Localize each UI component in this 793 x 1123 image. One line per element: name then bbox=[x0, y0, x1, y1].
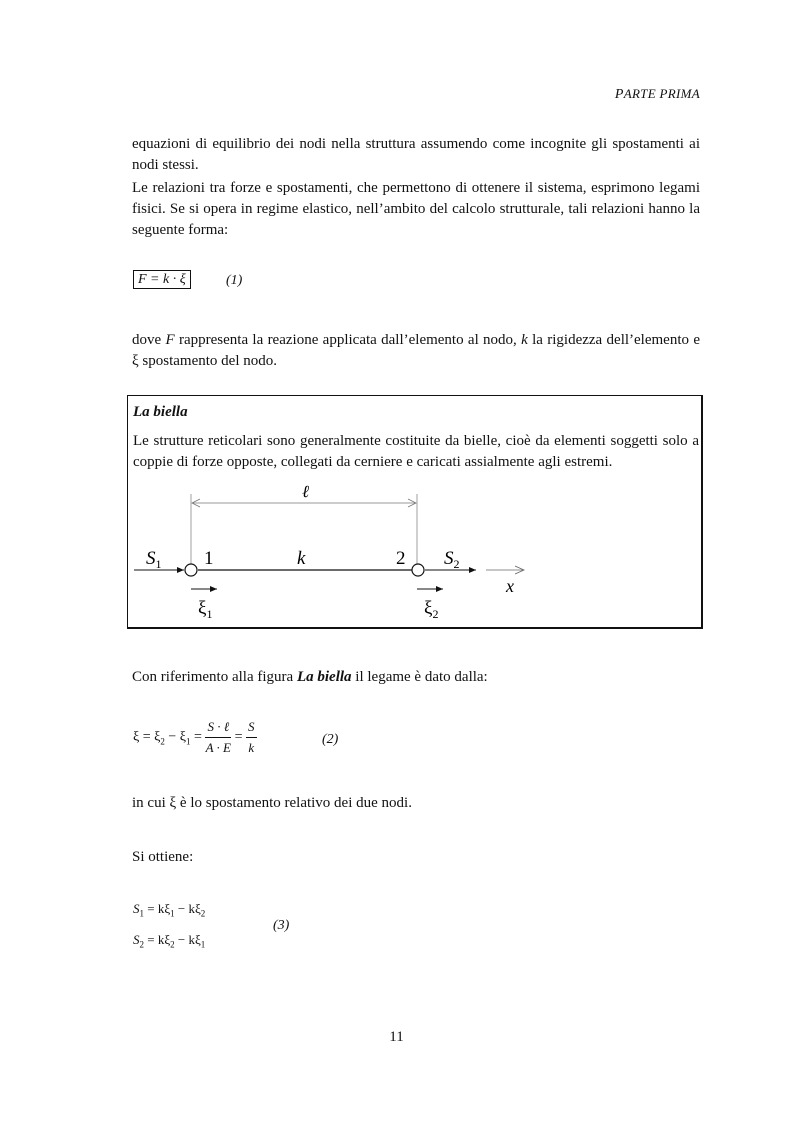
equation-2: $\xi = \xi_2 - \xi_1$ = $\frac{\text{S · ℓ}}{A \cdot E}$ = $\frac{S}{k}$ bbox=[133, 719, 255, 755]
equation-3-line-2: $S_2 = k\xi_2 - k\xi_1$ bbox=[133, 932, 206, 950]
paragraph-5: in cui ξ è lo spostamento relativo dei due nodi. bbox=[132, 795, 412, 811]
force-s1-label: $S_1$ bbox=[146, 548, 162, 571]
paragraph-1: equazioni di equilibrio dei nodi nella struttura assumendo come incognite gli spostamenti ai nodi stessi. bbox=[132, 136, 700, 173]
displacement-2-label: $\xi_2$ bbox=[424, 598, 439, 621]
length-label: ℓ bbox=[302, 482, 310, 501]
equation-2-number: (2) bbox=[322, 732, 339, 747]
node-2-hinge bbox=[412, 564, 424, 576]
x-axis-label: x bbox=[506, 576, 514, 596]
equation-3-number: (3) bbox=[273, 918, 290, 933]
fraction-s-over-k: $\frac{S}{k}$ bbox=[248, 719, 255, 755]
node-1-hinge bbox=[185, 564, 197, 576]
inset-text: Le strutture reticolari sono generalmente costituite da bielle, cioè da elementi soggetti solo a coppie di forze opposte, collegati da cerniere e caricati assialmente agli estremi. bbox=[133, 433, 699, 470]
equation-1-number: (1) bbox=[226, 273, 243, 288]
page-number: 11 bbox=[389, 1029, 404, 1045]
inset-title: La biella bbox=[133, 404, 188, 420]
paragraph-4: Con riferimento alla figura La biella il legame è dato dalla: bbox=[132, 669, 488, 685]
running-head: PARTE PRIMA bbox=[614, 86, 700, 102]
displacement-1-label: $\xi_1$ bbox=[198, 598, 213, 621]
inset-box-biella bbox=[127, 395, 703, 629]
equation-3-line-1: $S_1 = k\xi_1 - k\xi_2$ bbox=[133, 901, 206, 919]
node-1-label: 1 bbox=[204, 548, 214, 569]
equation-1 bbox=[133, 271, 191, 288]
fraction-s-l-over-a-e: $\frac{\text{S · ℓ}}{A \cdot E}$ bbox=[205, 719, 231, 755]
force-s2-label: $S_2$ bbox=[444, 548, 460, 571]
paragraph-3: dove F rappresenta la reazione applicata dall’elemento al nodo, k la rigidezza dell’elemento e ξ spostamento del nodo. bbox=[132, 332, 700, 369]
node-2-label: 2 bbox=[396, 548, 406, 569]
equation-1-box: F = k · ξ bbox=[133, 270, 191, 289]
stiffness-label: k bbox=[297, 548, 306, 569]
biella-figure bbox=[128, 476, 702, 626]
paragraph-2: Le relazioni tra forze e spostamenti, che permettono di ottenere il sistema, esprimono legami fisici. Se si opera in regime elastico, nell’ambito del calcolo strutturale, tali relazioni hanno la seguente forma: bbox=[132, 180, 700, 238]
paragraph-6: Si ottiene: bbox=[132, 849, 194, 865]
